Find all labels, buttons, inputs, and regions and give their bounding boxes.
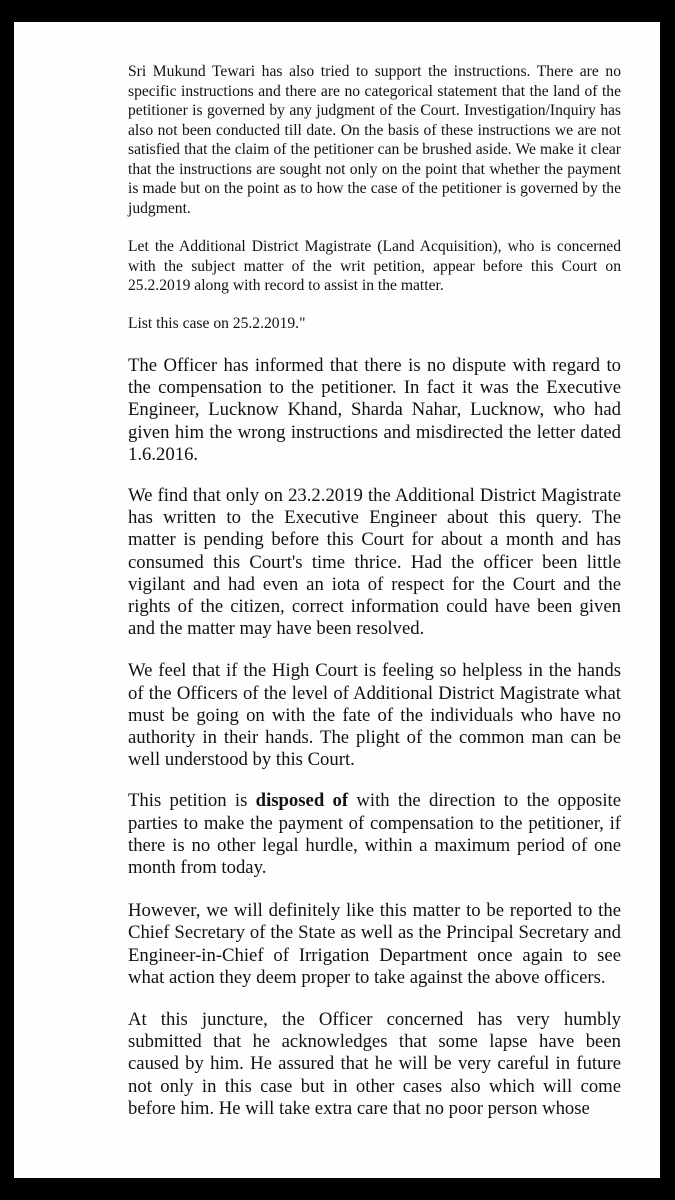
body-paragraph: At this juncture, the Officer concerned has very humbly submitted that he acknowledges that some lapse have been caused by him. He assured that he will be very careful in future not only in this case but in other cases also which will come before him. He will take extra care that no poor person whose	[128, 1009, 621, 1119]
document-content	[128, 62, 621, 1142]
disposal-paragraph	[128, 790, 621, 879]
quote-paragraph: Let the Additional District Magistrate (Land Acquisition), who is concerned with the subject matter of the writ petition, appear before this Court on 25.2.2019 along with record to assist in the matter.	[128, 238, 621, 294]
order-body	[128, 355, 621, 1120]
body-paragraph: However, we will definitely like this matter to be reported to the Chief Secretary of the State as well as the Principal Secretary and Engineer-in-Chief of Irrigation Department once again to see what action they deem proper to take against the above officers.	[128, 900, 621, 988]
body-paragraph: We find that only on 23.2.2019 the Additional District Magistrate has written to the Executive Engineer about this query. The matter is pending before this Court for about a month and has consumed this Court's time thrice. Had the officer been little vigilant and had even an iota of respect for the Court and the rights of the citizen, correct information could have been given and the matter may have been resolved.	[128, 485, 621, 640]
disposal-text-before: This petition is	[128, 790, 256, 812]
quoted-order	[128, 62, 621, 333]
disposal-text-after: with the direction to the opposite parties to make the payment of compensation to the petitioner, if there is no other legal hurdle, within a maximum period of one month from today.	[128, 790, 622, 879]
document-page[interactable]	[14, 22, 660, 1178]
quote-paragraph: Sri Mukund Tewari has also tried to support the instructions. There are no specific instructions and there are no categorical statement that the land of the petitioner is governed by any judgment of the Court. Investigation/Inquiry has also not been conducted till date. On the basis of these instructions we are not satisfied that the claim of the petitioner can be brushed aside. We make it clear that the instructions are sought not only on the point that whether the payment is made but on the point as to how the case of the petitioner is governed by the judgment.	[128, 63, 621, 217]
quote-paragraph: List this case on 25.2.2019."	[128, 314, 306, 332]
body-paragraph: We feel that if the High Court is feeling so helpless in the hands of the Officers of the level of Additional District Magistrate what must be going on with the fate of the individuals who have no authority in their hands. The plight of the common man can be well understood by this Court.	[128, 660, 621, 771]
body-paragraph: The Officer has informed that there is no dispute with regard to the compensation to the petitioner. In fact it was the Executive Engineer, Lucknow Khand, Sharda Nahar, Lucknow, who had given him the wrong instructions and misdirected the letter dated 1.6.2016.	[128, 355, 621, 465]
disposed-of-emphasis: disposed of	[255, 790, 349, 812]
